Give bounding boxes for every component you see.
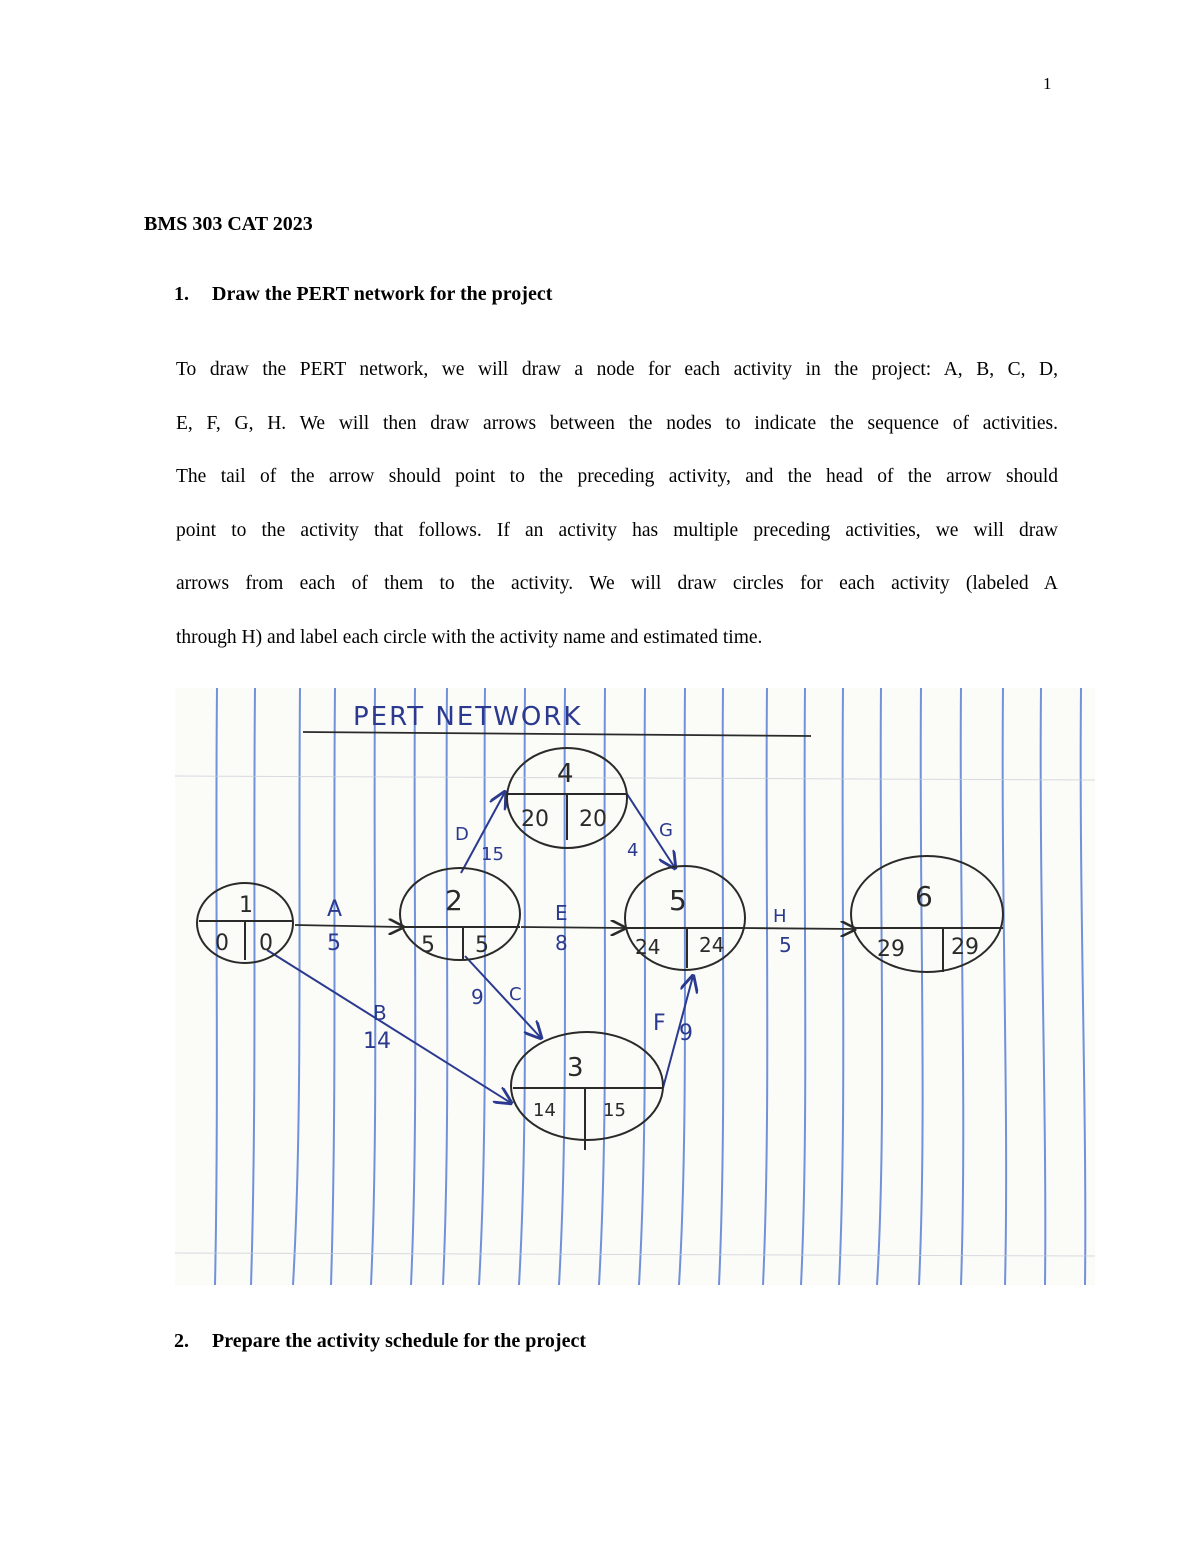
- activity-duration-g: 4: [627, 840, 639, 861]
- section-1-title: Draw the PERT network for the project: [212, 283, 553, 305]
- node-1-es: 0: [215, 931, 229, 956]
- arrow-a: [295, 925, 403, 927]
- section-2-title: Prepare the activity schedule for the project: [212, 1330, 586, 1352]
- activity-label-d: D: [455, 824, 469, 845]
- pert-network-figure: [175, 688, 1095, 1285]
- activity-label-g: G: [659, 820, 673, 841]
- activity-duration-b: 14: [363, 1029, 391, 1054]
- node-6-lf: 29: [951, 935, 979, 960]
- arrow-e: [521, 927, 625, 928]
- paragraph-line: through H) and label each circle with the activity name and estimated time.: [176, 626, 763, 648]
- activity-label-b: B: [373, 1001, 387, 1025]
- paragraph-line: To draw the PERT network, we will draw a node for each activity in the project: A, B, C, D,: [176, 359, 1058, 380]
- section-2-number: 2.: [174, 1330, 189, 1352]
- activity-label-e: E: [555, 901, 568, 925]
- node-1-lf: 0: [259, 931, 273, 956]
- node-3-id: 3: [567, 1053, 584, 1083]
- section-2-heading: [174, 1330, 586, 1353]
- node-3: [511, 1032, 663, 1150]
- node-6: [851, 856, 1003, 972]
- node-4-id: 4: [557, 759, 574, 789]
- node-2-es: 5: [421, 933, 435, 958]
- pert-network-diagram: [175, 688, 1095, 1285]
- node-5-es: 24: [635, 935, 661, 959]
- activity-duration-h: 5: [779, 933, 792, 957]
- activity-label-c: C: [509, 984, 522, 1005]
- paragraph-line: point to the activity that follows. If an activity has multiple preceding activities, we will draw: [176, 519, 1058, 541]
- node-3-lf: 15: [603, 1100, 626, 1121]
- node-5-lf: 24: [699, 933, 725, 957]
- section-1-paragraph: [176, 343, 1058, 665]
- node-6-id: 6: [915, 880, 933, 913]
- ruled-lines: [215, 688, 1085, 1285]
- node-4-lf: 20: [579, 807, 607, 832]
- activity-duration-c: 9: [471, 985, 484, 1009]
- activity-label-a: A: [327, 897, 343, 922]
- activity-label-f: F: [653, 1011, 666, 1036]
- node-2-id: 2: [445, 884, 463, 917]
- activity-label-h: H: [773, 906, 787, 927]
- node-2-lf: 5: [475, 933, 489, 958]
- activity-duration-f: 9: [679, 1021, 693, 1046]
- arrow-h: [743, 928, 855, 929]
- title-underline: [303, 732, 811, 736]
- node-4-es: 20: [521, 807, 549, 832]
- document-title: BMS 303 CAT 2023: [144, 213, 313, 235]
- activity-duration-d: 15: [481, 844, 504, 865]
- paragraph-line: E, F, G, H. We will then draw arrows between the nodes to indicate the sequence of activities.: [176, 412, 1058, 434]
- node-3-es: 14: [533, 1100, 556, 1121]
- section-1-heading: [174, 283, 552, 306]
- figure-title: PERT NETWORK: [353, 702, 583, 732]
- node-5-id: 5: [669, 884, 687, 917]
- paragraph-line: arrows from each of them to the activity. We will draw circles for each activity (labeled A: [176, 573, 1058, 595]
- arrow-b: [267, 950, 511, 1103]
- activity-duration-a: 5: [327, 931, 341, 956]
- paragraph-line: The tail of the arrow should point to the preceding activity, and the head of the arrow should: [176, 466, 1058, 488]
- page-number: 1: [1043, 74, 1052, 93]
- section-1-number: 1.: [174, 283, 189, 305]
- node-6-es: 29: [877, 937, 905, 962]
- node-1-id: 1: [239, 893, 253, 918]
- activity-duration-e: 8: [555, 931, 568, 955]
